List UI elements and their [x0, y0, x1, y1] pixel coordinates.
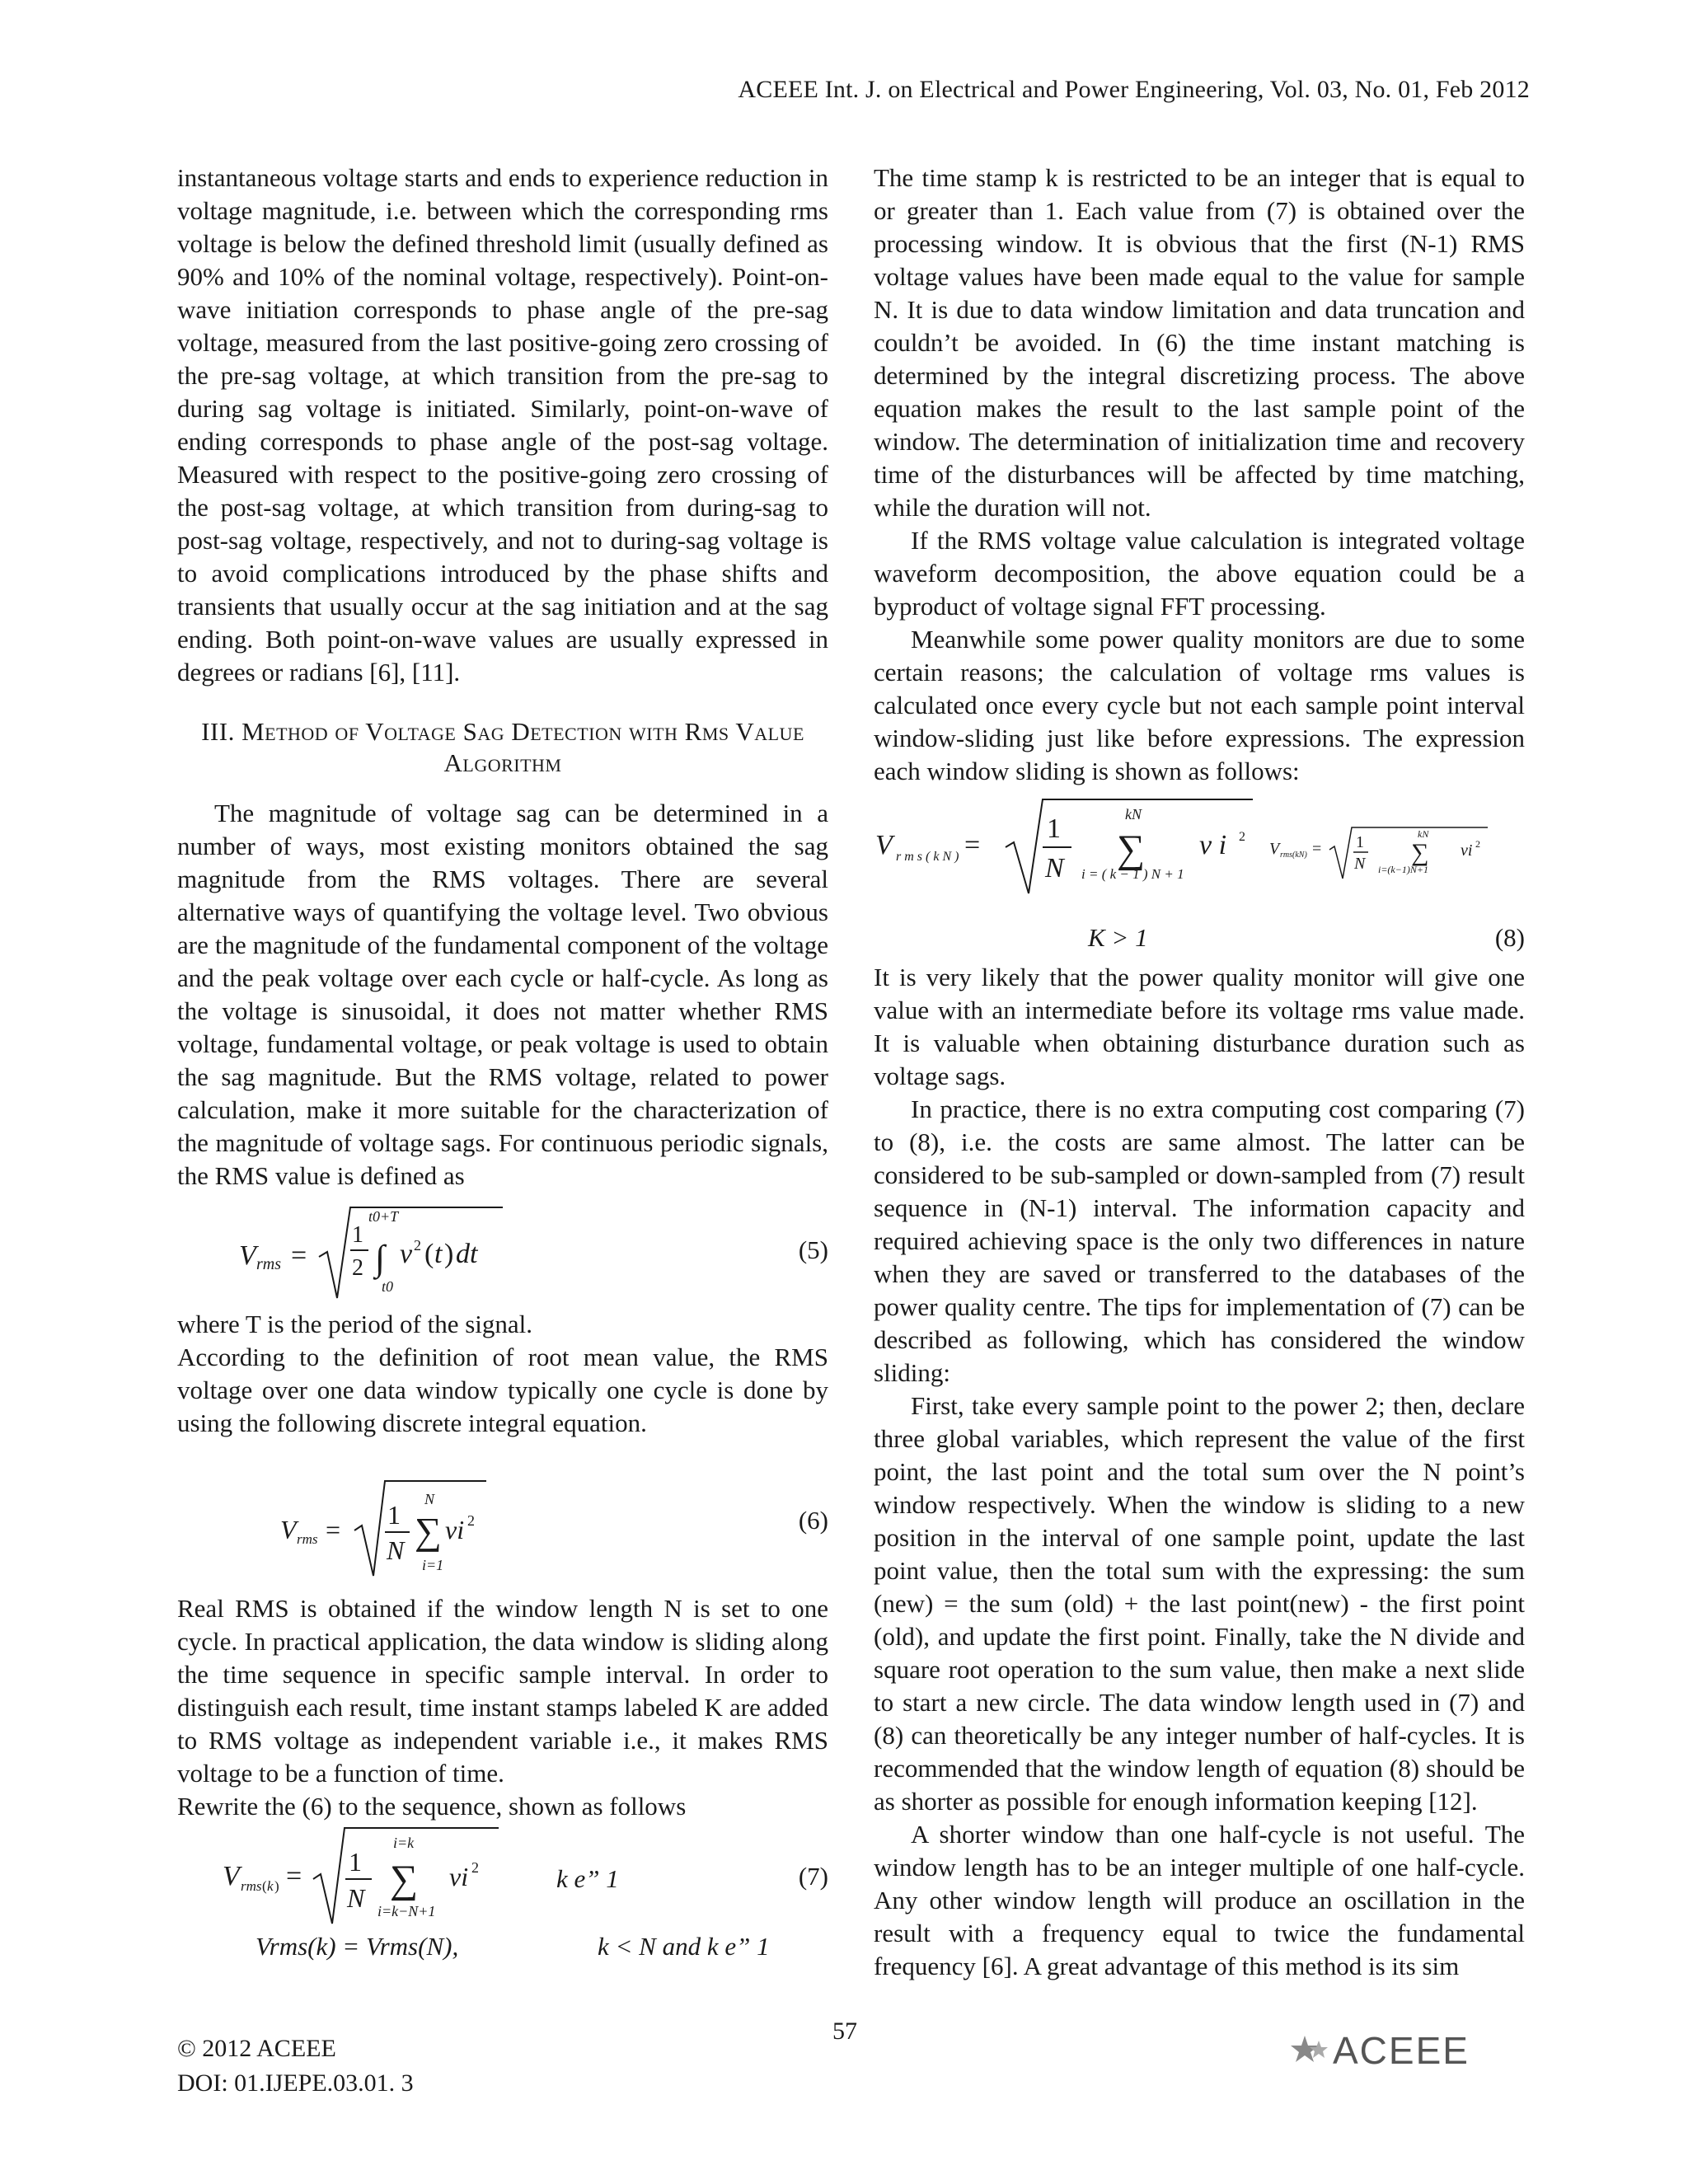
equation-6-graphic	[177, 1448, 754, 1592]
svg-text:=: =	[964, 830, 981, 860]
svg-text:N: N	[347, 1883, 365, 1913]
left-column	[177, 162, 828, 1963]
doi: DOI: 01.IJEPE.03.01. 3	[177, 2069, 414, 2097]
svg-text:V: V	[280, 1515, 297, 1544]
paragraph: It is very likely that the power quality monitor will give one value with an intermediate before its voltage rms value made. It is valuable when obtaining disturbance duration such as voltage sags.	[874, 963, 1525, 1090]
svg-text:∑: ∑	[415, 1510, 442, 1552]
svg-text:V: V	[223, 1861, 240, 1891]
paragraph: If the RMS voltage value calculation is integrated voltage waveform decomposition, the above equation could be a byproduct of voltage signal FFT processing.	[874, 526, 1525, 621]
svg-text:∫: ∫	[375, 1238, 386, 1278]
equation-number: (5)	[798, 1235, 828, 1264]
paragraph: instantaneous voltage starts and ends to experience reduction in voltage magnitude, i.e. between which the corresponding rms voltage is below the defined threshold limit (usually defined as 90% and 10% of the nominal voltage, respectively). Point-on-wave initiation corresponds to phase angle of the pre-sag voltage, measured from the last positive-going zero crossing of the pre-sag voltage, at which transition from the pre-sag to during sag voltage is initiated. Similarly, point-on-wave of ending corresponds to phase angle of the post-sag voltage. Measured with respect to the positive-going zero crossing of the post-sag voltage, at which transition from during-sag to post-sag voltage, respectively, and not to during-sag voltage is to avoid complications introduced by the phase shifts and transients that usually occur at the sag initiation and at the sag ending. Both point-on-wave values are usually expressed in degrees or radians [6], [11].	[177, 163, 828, 687]
equation-number: (7)	[798, 1862, 828, 1891]
equation-8	[874, 796, 1525, 903]
svg-text:vi: vi	[449, 1862, 469, 1891]
svg-text:i = ( k − 1 ) N + 1: i = ( k − 1 ) N + 1	[1081, 866, 1184, 882]
svg-text:vi: vi	[1461, 841, 1473, 860]
svg-text:∑: ∑	[1117, 827, 1146, 871]
paragraph: First, take every sample point to the power 2; then, declare three global variables, which represent the value of the first point, the last point and the total sum over the N point’s window respectively. When the window is sliding to a new position in the interval of one sample point, update the last point value, then the total sum with the expressing: the sum (new) = the sum (old) + the last point(new) - the first point (old), and update the first point. Finally, take the N divide and square root operation to the sum value, then make a next slide to start a new circle. The data window length used in (7) and (8) can theoretically be any integer number of half-cycles. It is recommended that the window length of equation (8) should be as shorter as possible for enough information keeping [12].	[874, 1391, 1525, 1816]
paragraph: The magnitude of voltage sag can be determined in a number of ways, most existing monitors obtained the sag magnitude from the RMS voltages. There are several alternative ways of quantifying the voltage level. Two obvious are the magnitude of the fundamental component of the voltage and the peak voltage over each cycle or half-cycle. As long as the voltage is sinusoidal, it does not matter whether RMS voltage, fundamental voltage, or peak voltage is used to obtain the sag magnitude. But the RMS voltage, related to power calculation, make it more suitable for the characterization of the magnitude of voltage sags. For continuous periodic signals, the RMS value is defined as	[177, 799, 828, 1190]
svg-text:∑: ∑	[390, 1858, 419, 1901]
copyright: © 2012 ACEEE	[177, 2035, 336, 2062]
svg-text:v i: v i	[1199, 830, 1227, 860]
svg-text:=: =	[1312, 840, 1322, 858]
paragraph: According to the definition of root mean value, the RMS voltage over one data window typically one cycle is done by using the following discrete integral equation.	[177, 1343, 828, 1437]
svg-text:∑: ∑	[1411, 839, 1429, 866]
svg-text:i=k−N+1: i=k−N+1	[377, 1903, 436, 1919]
equation-text: Vrms(k) = Vrms(N),	[256, 1932, 459, 1961]
svg-text:2: 2	[352, 1255, 363, 1281]
svg-text:2: 2	[414, 1237, 421, 1254]
svg-text:v: v	[400, 1239, 413, 1269]
equation-7	[177, 1823, 828, 1930]
svg-text:ACEEE: ACEEE	[1333, 2029, 1470, 2070]
svg-text:r m s ( k N ): r m s ( k N )	[896, 850, 959, 864]
svg-text:kN: kN	[1125, 806, 1142, 823]
svg-text:(: (	[424, 1239, 434, 1269]
equation-condition: k e” 1	[556, 1864, 619, 1893]
footer	[177, 2032, 414, 2101]
svg-text:i=1: i=1	[422, 1557, 444, 1573]
equation-5-graphic	[177, 1193, 754, 1308]
paragraph: Real RMS is obtained if the window length N is set to one cycle. In practical application, the data window is sliding along the time sequence in specific sample interval. In order to distinguish each result, time instant stamps labeled K are added to RMS voltage as independent variable i.e., it makes RMS voltage to be a function of time.	[177, 1594, 828, 1788]
svg-text:i=(k−1)N+1: i=(k−1)N+1	[1378, 864, 1428, 875]
paragraph: A shorter window than one half-cycle is not useful. The window length has to be an integer multiple of one half-cycle. Any other window length will produce an oscillation in the result with a frequency equal to twice the fundamental frequency [6]. A great advantage of this method is its sim	[874, 1820, 1525, 1980]
svg-text:2: 2	[467, 1512, 475, 1529]
equation-text: k < N and k e” 1	[598, 1932, 770, 1961]
svg-text:N: N	[387, 1535, 405, 1565]
paragraph: Meanwhile some power quality monitors are due to some certain reasons; the calculation of voltage rms values is calculated once every cycle but not each sample point interval window-sliding just like before expressions. The expression each window sliding is shown as follows:	[874, 625, 1525, 785]
equation-5	[177, 1193, 828, 1308]
journal-header: ACEEE Int. J. on Electrical and Power Engineering, Vol. 03, No. 01, Feb 2012	[738, 76, 1530, 103]
svg-text:vi: vi	[445, 1515, 465, 1544]
svg-text:=: =	[291, 1240, 307, 1271]
equation-8-condition-line	[874, 921, 1525, 961]
svg-text:V: V	[239, 1240, 256, 1271]
paragraph: Rewrite the (6) to the sequence, shown as follows	[177, 1792, 687, 1821]
svg-text:1: 1	[1356, 833, 1364, 851]
svg-text:rms: rms	[256, 1255, 282, 1273]
svg-text:V: V	[1269, 840, 1280, 858]
svg-text:t0+T: t0+T	[368, 1208, 399, 1225]
equation-number: (6)	[798, 1505, 828, 1535]
svg-text:=: =	[286, 1861, 302, 1891]
svg-text:2: 2	[1239, 830, 1245, 844]
svg-text:rms: rms	[241, 1878, 262, 1894]
svg-text:rms(kN): rms(kN)	[1280, 851, 1307, 860]
svg-text:(: (	[262, 1878, 267, 1894]
aceee-logo	[1290, 2029, 1525, 2070]
svg-text:i=k: i=k	[393, 1835, 415, 1851]
equation-7-line-2	[177, 1930, 828, 1963]
aceee-logo-graphic	[1290, 2029, 1525, 2070]
svg-text:t: t	[434, 1239, 443, 1269]
svg-text:dt: dt	[456, 1239, 478, 1269]
equation-6	[177, 1448, 828, 1592]
equation-condition: K > 1	[1088, 923, 1148, 952]
svg-text:kN: kN	[1418, 828, 1429, 840]
svg-text:2: 2	[471, 1859, 479, 1876]
svg-text:1: 1	[387, 1500, 401, 1530]
svg-text:t0: t0	[382, 1278, 394, 1295]
svg-text:): )	[274, 1878, 279, 1894]
svg-text:rms: rms	[297, 1531, 318, 1547]
svg-text:): )	[444, 1239, 454, 1269]
svg-text:N: N	[424, 1491, 435, 1507]
svg-text:N: N	[1045, 853, 1064, 883]
svg-text:1: 1	[1047, 813, 1061, 844]
paragraph: In practice, there is no extra computing cost comparing (7) to (8), i.e. the costs are same almost. The latter can be considered to be sub-sampled or down-sampled from (7) result sequence in (N-1) interval. The information capacity and required achieving space is the only two differences in nature when they are saved or transferred to the databases of the power quality centre. The tips for implementation of (7) can be described as following, which has considered the window sliding:	[874, 1094, 1525, 1387]
svg-text:V: V	[875, 830, 893, 860]
svg-text:=: =	[326, 1515, 341, 1544]
svg-text:1: 1	[349, 1847, 362, 1877]
equation-number: (8)	[1494, 923, 1525, 952]
paragraph: where T is the period of the signal.	[177, 1310, 533, 1338]
svg-text:1: 1	[352, 1222, 363, 1248]
svg-text:k: k	[267, 1878, 274, 1894]
paragraph: The time stamp k is restricted to be an integer that is equal to or greater than 1. Each value from (7) is obtained over the processing window. It is obvious that the first (N-1) RMS voltage values have been made equal to the value for sample N. It is due to data window limitation and data truncation and couldn’t be avoided. In (6) the time instant matching is determined by the integral discretizing process. The above equation makes the result to the last sample point of the window. The determination of initialization time and recovery time of the disturbances will be affected by time matching, while the duration will not.	[874, 163, 1525, 522]
equation-8-graphic	[874, 796, 1525, 903]
page-number: 57	[832, 2018, 857, 2045]
right-column	[874, 162, 1525, 1983]
svg-text:2: 2	[1475, 838, 1480, 850]
section-heading: III. Method of Voltage Sag Detection with Rms Value Algorithm	[201, 717, 804, 777]
svg-text:N: N	[1354, 855, 1366, 873]
